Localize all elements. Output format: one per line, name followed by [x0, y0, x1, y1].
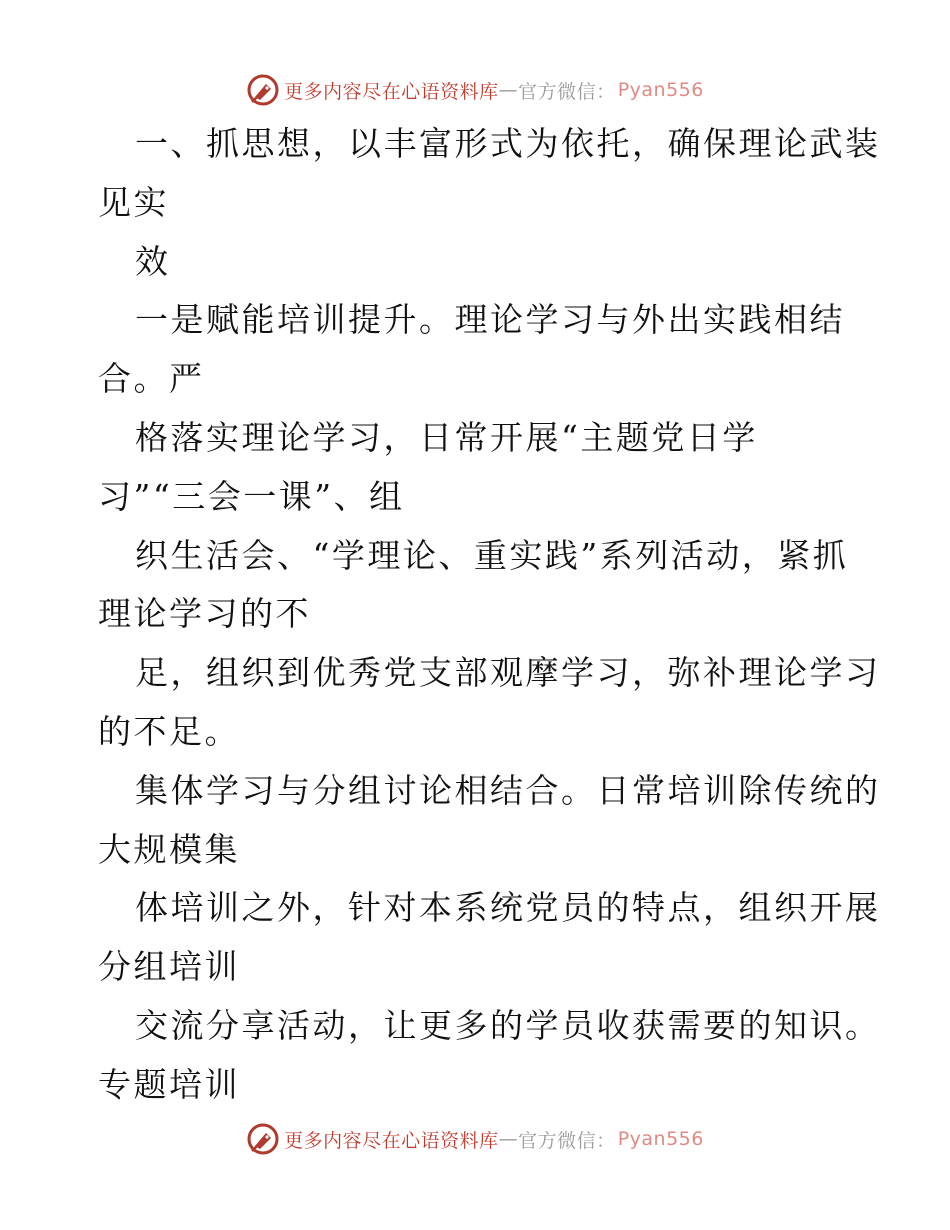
text-line: 理论学习的不: [98, 594, 311, 634]
watermark-wechat-id: Pyan556: [617, 1128, 704, 1150]
text-line: 习”“三会一课”、组: [98, 476, 405, 516]
watermark-text: 更多内容尽在心语资料库: [284, 1129, 499, 1152]
text-line: 见实: [98, 182, 169, 222]
text-line: 分组培训: [98, 947, 240, 987]
text-line: 大规模集: [98, 829, 240, 869]
watermark-separator: —: [498, 1128, 519, 1150]
text-line: 交流分享活动，让更多的学员收获需要的知识。: [135, 1005, 881, 1045]
text-line: 的不足。: [98, 711, 240, 751]
text-line: 织生活会、“学理论、重实践”系列活动，紧抓: [135, 535, 849, 575]
watermark-wechat-label: 官方微信：: [518, 1129, 616, 1152]
pen-nib-logo-icon: [246, 1122, 280, 1156]
text-line: 足，组织到优秀党支部观摩学习，弥补理论学习: [135, 653, 881, 693]
text-line: 一是赋能培训提升。理论学习与外出实践相结: [135, 300, 845, 340]
text-line: 格落实理论学习，日常开展“主题党日学: [135, 417, 758, 457]
text-line: 一、抓思想，以丰富形式为依托，确保理论武装: [135, 124, 881, 163]
text-line: 合。严: [98, 359, 205, 399]
watermark-separator: —: [498, 79, 519, 101]
pen-nib-logo-icon: [246, 73, 280, 107]
text-line: 集体学习与分组讨论相结合。日常培训除传统的: [135, 770, 881, 810]
text-line: 体培训之外，针对本系统党员的特点，组织开展: [135, 888, 881, 928]
watermark-wechat-label: 官方微信：: [518, 80, 616, 103]
footer-watermark: [0, 1119, 950, 1159]
watermark-text: 更多内容尽在心语资料库: [284, 80, 499, 103]
watermark-wechat-id: Pyan556: [617, 79, 704, 101]
header-watermark: [0, 70, 950, 110]
text-line: 专题培训: [98, 1064, 240, 1104]
text-line: 效: [135, 241, 171, 281]
document-body: [98, 115, 881, 1115]
